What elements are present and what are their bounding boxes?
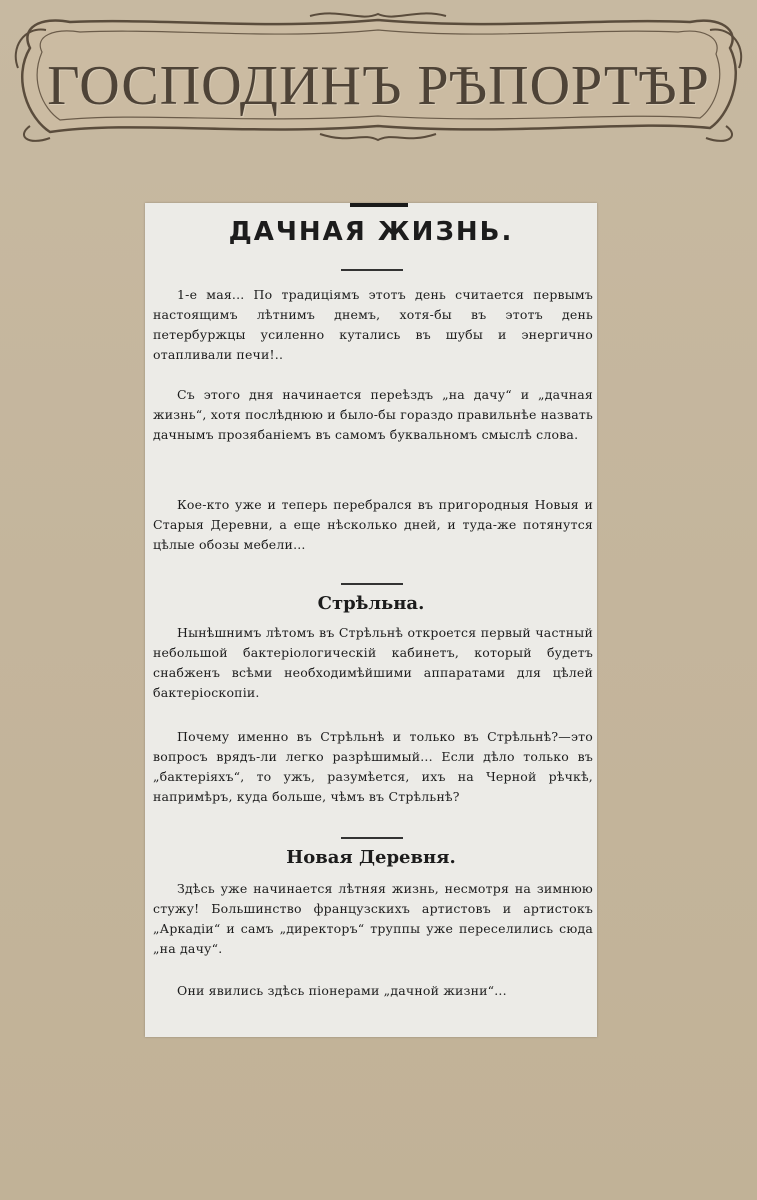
paragraph: Съ этого дня начинается переѣздъ „на дачу“ и „дачная жизнь“, хотя послѣднюю и было-бы гораздо правильнѣе назвать дачнымъ прозябаніемъ въ самомъ буквальномъ смыслѣ слова.: [153, 387, 593, 442]
top-rule: [350, 203, 408, 207]
paragraph: Нынѣшнимъ лѣтомъ въ Стрѣльнѣ откроется первый частный небольшой бактеріологическій кабинетъ, который будетъ снабженъ всѣми необходимѣйшими аппаратами для цѣлей бактеріоскопіи.: [153, 625, 593, 700]
paragraph: Они явились здѣсь піонерами „дачной жизни“...: [177, 983, 507, 998]
paragraph: Здѣсь уже начинается лѣтняя жизнь, несмотря на зимнюю стужу! Большинство французскихъ артистовъ и артистокъ „Аркадіи“ и самъ „директоръ“ труппы уже переселились сюда „на дачу“.: [153, 881, 593, 956]
divider: [341, 269, 403, 271]
section-title: Стрѣльна.: [317, 593, 425, 614]
article-headline: ДАЧНАЯ ЖИЗНЬ.: [228, 217, 514, 247]
paragraph: 1-е мая... По традиціямъ этотъ день считается первымъ настоящимъ лѣтнимъ днемъ, хотя-бы въ этотъ день петербуржцы усиленно кутались въ шубы и энергично отапливали печи!..: [153, 287, 593, 362]
paragraph: Почему именно въ Стрѣльнѣ и только въ Стрѣльнѣ?—это вопросъ врядъ-ли легко разрѣшимый... Если дѣло только въ „бактеріяхъ“, то ужъ, разумѣется, ихъ на Черной рѣчкѣ, напримѣръ, куда больше, чѣмъ въ Стрѣльнѣ?: [153, 729, 593, 804]
banner-title: ГОСПОДИНЪ РѢПОРТѢР: [47, 55, 710, 117]
paragraph: Кое-кто уже и теперь перебрался въ пригородныя Новыя и Старыя Деревни, а еще нѣсколько дней, и туда-же потянутся цѣлые обозы мебели...: [153, 497, 593, 552]
divider: [341, 583, 403, 585]
title-banner: [10, 8, 747, 146]
section-title: Новая Деревня.: [286, 847, 456, 868]
newspaper-clipping: [145, 203, 597, 1037]
divider: [341, 837, 403, 839]
